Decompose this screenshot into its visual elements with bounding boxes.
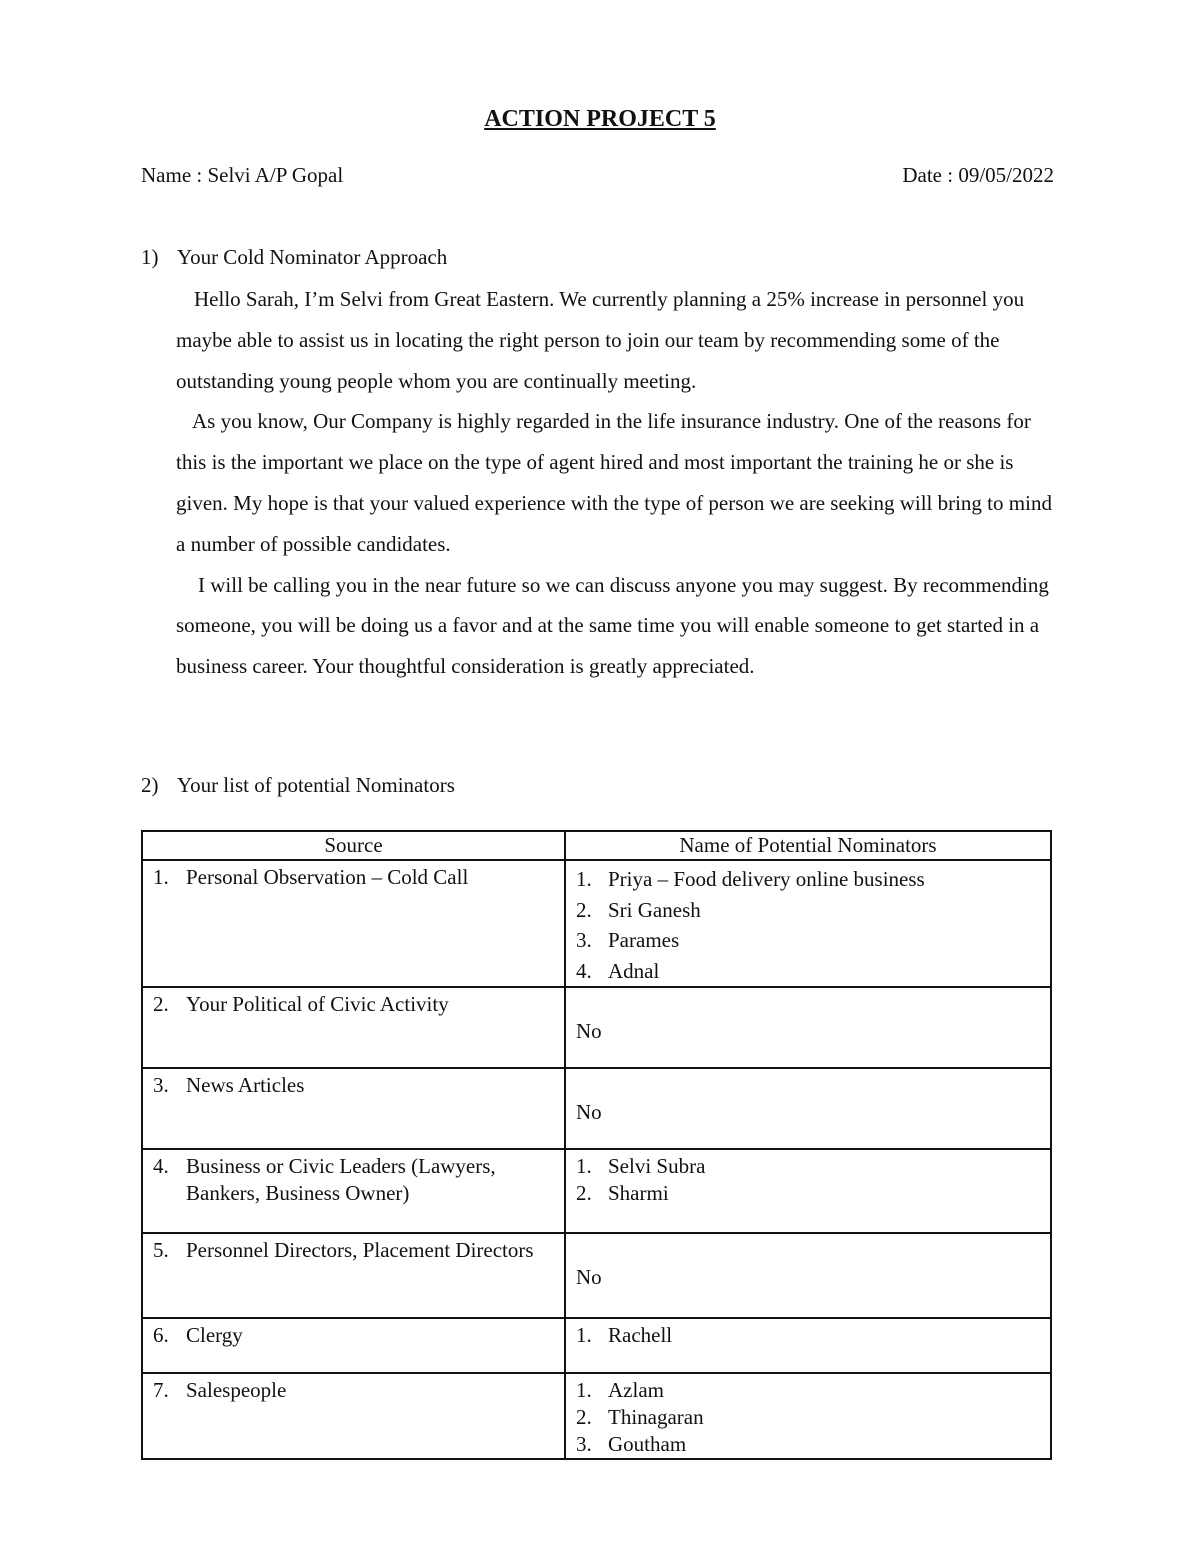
- list-item: 2. Sri Ganesh: [576, 897, 701, 922]
- section-number: 2): [141, 773, 159, 797]
- column-header-nominators: Name of Potential Nominators: [565, 831, 1051, 860]
- source-number: 3.: [153, 1073, 169, 1097]
- letter-paragraph: I will be calling you in the near future so we can discuss anyone you may suggest. By recommending someone, you will be doing us a favor and at the same time you will enable someone to get started in a business career. Your thoughtful consideration is greatly appreciated.: [176, 572, 1049, 679]
- table-row: [142, 1233, 1051, 1318]
- list-item: 2. Sharmi: [576, 1181, 669, 1205]
- nominators-cell: No: [565, 1068, 1051, 1149]
- source-cell: [142, 860, 565, 987]
- source-label: News Articles: [186, 1073, 305, 1097]
- section-2-heading: [141, 773, 455, 798]
- nominators-cell: [565, 860, 1051, 987]
- approach-letter: [176, 279, 1056, 687]
- source-label: Personnel Directors, Placement Directors: [186, 1238, 534, 1262]
- list-item: 3. Parames: [576, 928, 680, 952]
- source-number: 1.: [153, 865, 169, 889]
- list-item: 1. Priya – Food delivery online business: [576, 867, 925, 891]
- source-label: Clergy: [186, 1323, 243, 1347]
- source-number: 4.: [153, 1154, 169, 1178]
- list-item: 1. Azlam: [576, 1378, 664, 1402]
- nominators-cell: [565, 1373, 1051, 1459]
- table-row: [142, 987, 1051, 1068]
- source-label: Your Political of Civic Activity: [186, 992, 449, 1016]
- nominators-table: [141, 830, 1052, 1460]
- nominators-cell: No: [565, 1233, 1051, 1318]
- list-item: 1. Rachell: [576, 1323, 673, 1347]
- list-item: 3. Goutham: [576, 1432, 687, 1456]
- list-item: 4. Adnal: [576, 958, 660, 983]
- nominators-cell: [565, 1318, 1051, 1373]
- source-cell: [142, 1373, 565, 1459]
- letter-paragraph: Hello Sarah, I’m Selvi from Great Eastern. We currently planning a 25% increase in personnel you maybe able to assist us in locating the right person to join our team by recommending some of the outstanding young people whom you are continually meeting.: [176, 287, 1025, 393]
- source-cell: [142, 1068, 565, 1149]
- source-label: Salespeople: [186, 1378, 287, 1402]
- name-line: Name : Selvi A/P Gopal: [141, 163, 344, 187]
- table-row: [142, 1373, 1051, 1459]
- table-row: [142, 1149, 1051, 1233]
- source-number: 6.: [153, 1323, 169, 1347]
- list-item: 1. Selvi Subra: [576, 1154, 706, 1178]
- section-1-heading: [141, 245, 447, 270]
- table-row: [142, 1318, 1051, 1373]
- source-cell: [142, 1149, 565, 1233]
- source-number: 5.: [153, 1238, 169, 1262]
- table-row: [142, 1068, 1051, 1149]
- section-number: 1): [141, 245, 159, 269]
- letter-paragraph: As you know, Our Company is highly regarded in the life insurance industry. One of the reasons for this is the important we place on the type of agent hired and most important the training he or she is given. My hope is that your valued experience with the type of person we are seeking will bring to mind a number of possible candidates.: [176, 409, 1052, 556]
- date-line: Date : 09/05/2022: [902, 163, 1054, 187]
- source-label: Personal Observation – Cold Call: [186, 865, 469, 889]
- source-label: Business or Civic Leaders (Lawyers, Bankers, Business Owner): [186, 1154, 496, 1205]
- nominators-cell: No: [565, 987, 1051, 1068]
- nominators-cell: [565, 1149, 1051, 1233]
- source-number: 7.: [153, 1378, 169, 1402]
- table-header-row: [142, 831, 1051, 860]
- section-title: Your list of potential Nominators: [177, 773, 455, 797]
- source-cell: [142, 987, 565, 1068]
- list-item: 2. Thinagaran: [576, 1405, 704, 1429]
- page-title: ACTION PROJECT 5: [484, 106, 716, 132]
- table-row: [142, 860, 1051, 987]
- section-title: Your Cold Nominator Approach: [177, 245, 448, 269]
- source-cell: [142, 1318, 565, 1373]
- source-number: 2.: [153, 992, 169, 1016]
- source-cell: [142, 1233, 565, 1318]
- column-header-source: Source: [142, 831, 565, 860]
